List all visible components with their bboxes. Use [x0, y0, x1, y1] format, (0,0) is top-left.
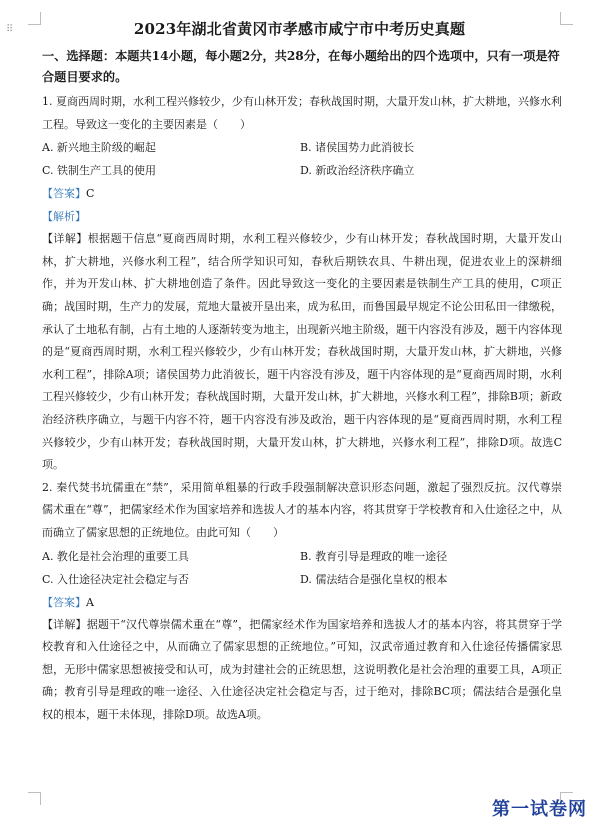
answer-line: [42, 591, 562, 614]
option-a: A. 新兴地主阶级的崛起: [42, 141, 156, 155]
answer-label: 【答案】: [42, 187, 86, 201]
question-1: [42, 91, 562, 477]
answer-value: C: [86, 187, 95, 201]
answer-label: 【答案】: [42, 595, 86, 609]
detail-text: 根据题干信息“夏商西周时期，水利工程兴修较少，少有山林开发；春秋战国时期，大量开发山林，扩大耕地，兴修水利工程”，结合所学知识可知，春秋后期铁农具、牛耕出现，促进农业上的深耕细作，并为开发山林、扩大耕地创造了条件。因此导致这一变化的主要因素是铁制生产工具的使用，C项正确；战国时期，生产力的发展，荒地大量被开垦出来，成为私田，而鲁国最早规定不论公田私田一律缴税，承认了土地私有制，占有土地的人逐渐转变为地主，出现新兴地主阶级，题干内容没有涉及，题干内容体现的是“夏商西周时期，水利工程兴修较少，少有山林开发；春秋战国时期，大量开发山林，扩大耕地，兴修水利工程”，排除A项；诸侯国势力此消彼长，题干内容没有涉及，题干内容体现的是“夏商西周时期，水利工程兴修较少，少有山林开发；春秋战国时期，大量开发山林，扩大耕地，兴修水利工程”，排除B项；新政治经济秩序确立，与题干内容不符，题干内容没有涉及政治，题干内容体现的是“夏商西周时期，水利工程兴修较少，少有山林开发；春秋战国时期，大量开发山林，扩大耕地，兴修水利工程”，排除D项。故选C项。: [42, 232, 563, 472]
section-heading: 一、选择题：本题共14小题，每小题2分，共28分，在每小题给出的四个选项中，只有一项是符合题目要求的。: [42, 49, 560, 84]
page-corner-mark: [28, 792, 41, 805]
site-watermark: 第一试卷网: [492, 799, 587, 820]
question-stem: 2. 秦代焚书坑儒重在“禁”，采用简单粗暴的行政手段强制解决意识形态问题，激起了强烈反抗。汉代尊崇儒术重在“尊”，把儒家经术作为国家培养和选拔人才的基本内容，将其贯穿于学校教育和入仕途径之中，从而确立了儒家思想的正统地位。由此可知（ ）: [42, 480, 562, 539]
option-c: C. 入仕途径决定社会稳定与否: [42, 572, 190, 586]
detail-label: 【详解】: [42, 232, 88, 246]
option-b: B. 教育引导是理政的唯一途径: [300, 549, 448, 563]
question-options: [42, 545, 562, 591]
detail-paragraph: [42, 228, 562, 477]
question-options: [42, 136, 562, 182]
document-title: 2023年湖北省黄冈市孝感市咸宁市中考历史真题: [133, 20, 466, 38]
option-b: B. 诸侯国势力此消彼长: [300, 141, 415, 155]
document-body: [42, 46, 562, 726]
option-a: A. 教化是社会治理的重要工具: [42, 549, 189, 563]
answer-line: [42, 182, 562, 205]
detail-paragraph: [42, 614, 562, 727]
analysis-line: [42, 205, 562, 228]
drag-handle-icon[interactable]: ⠿: [6, 24, 15, 35]
option-d: D. 儒法结合是强化皇权的根本: [300, 572, 448, 586]
question-2: [42, 477, 562, 727]
option-d: D. 新政治经济秩序确立: [300, 164, 415, 178]
answer-value: A: [86, 595, 94, 609]
detail-text: 据题干“汉代尊崇儒术重在“尊”，把儒家经术作为国家培养和选拔人才的基本内容，将其贯穿于学校教育和入仕途径之中，从而确立了儒家思想的正统地位。”可知，汉武帝通过教育和入仕途径传播儒家思想，无形中儒家思想被接受和认可，成为封建社会的正统思想，这说明教化是社会治理的重要工具，A项正确；教育引导是理政的唯一途径、入仕途径决定社会稳定与否，过于绝对，排除BC项；儒法结合是强化皇权的根本，题干未体现，排除D项。故选A项。: [42, 617, 563, 721]
detail-label: 【详解】: [42, 617, 87, 631]
question-stem: 1. 夏商西周时期，水利工程兴修较少，少有山林开发；春秋战国时期，大量开发山林，扩大耕地，兴修水利工程。导致这一变化的主要因素是（ ）: [42, 95, 562, 131]
option-c: C. 铁制生产工具的使用: [42, 164, 157, 178]
analysis-label: 【解析】: [42, 210, 86, 224]
